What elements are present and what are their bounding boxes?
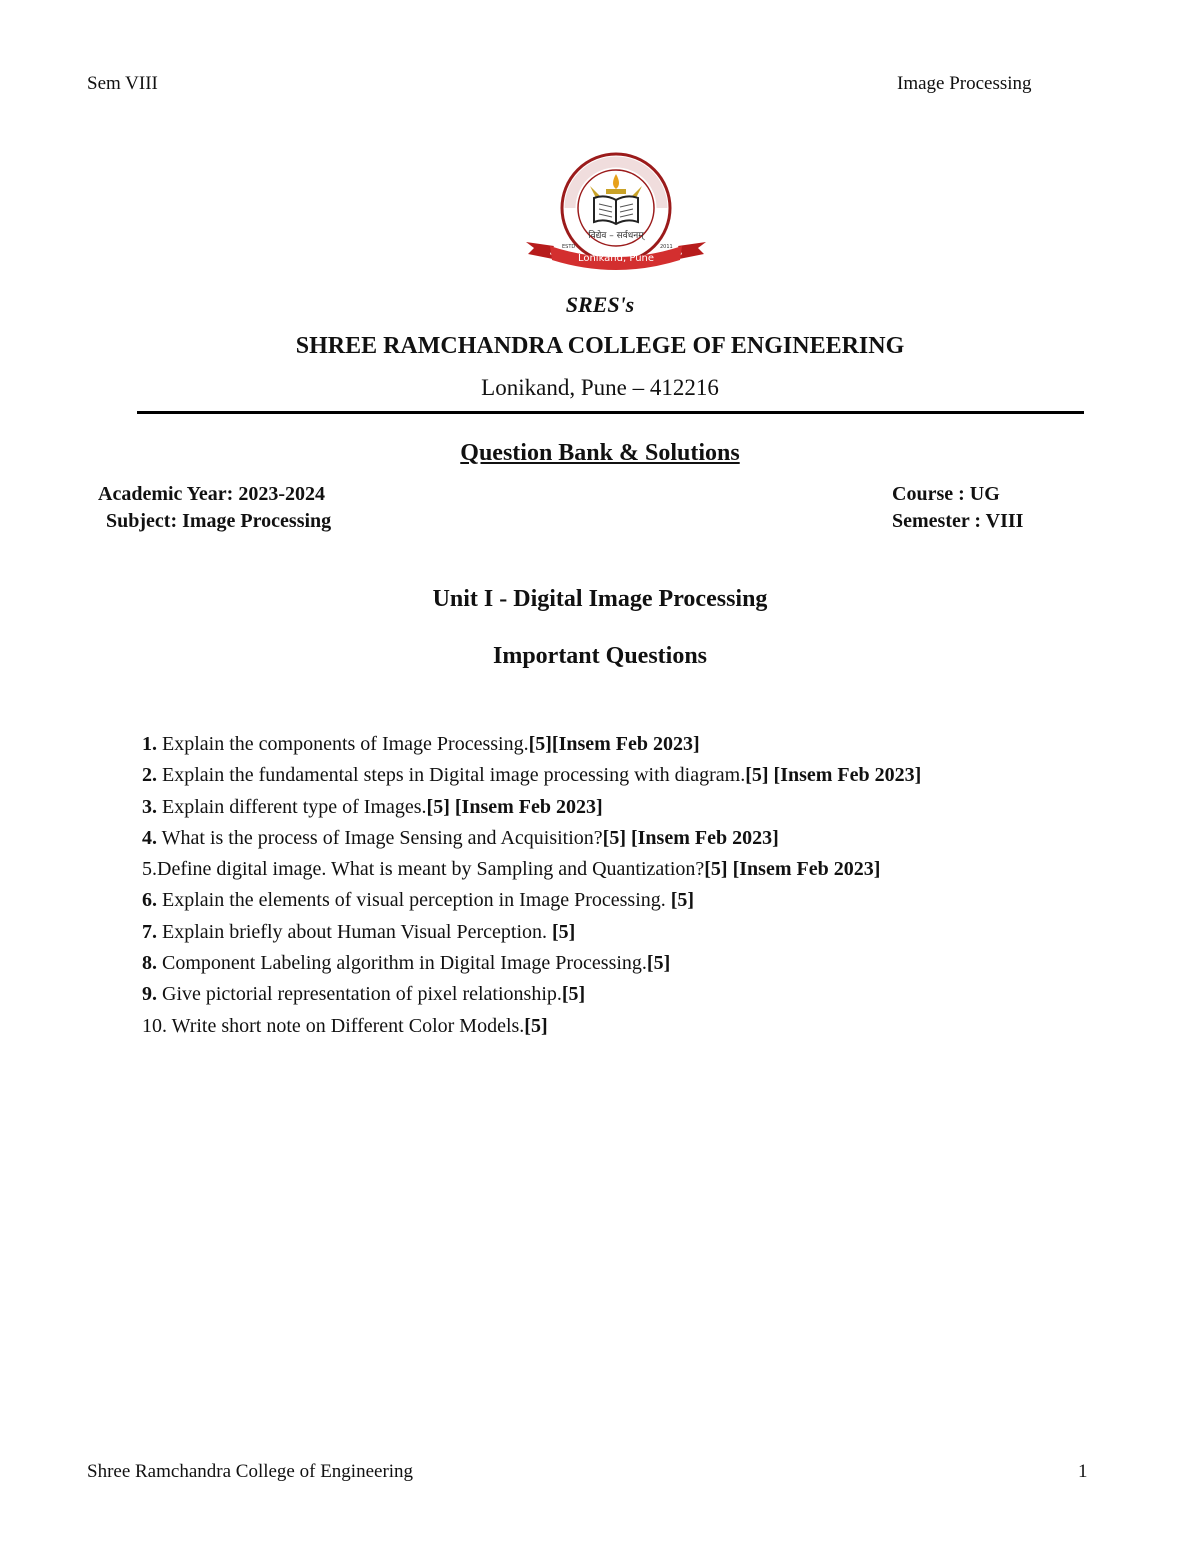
question-text: What is the process of Image Sensing and Acquisition? — [161, 826, 603, 849]
question-text: Write short note on Different Color Models. — [171, 1014, 525, 1037]
header-left: Sem VIII — [87, 73, 158, 94]
list-item — [142, 854, 921, 885]
question-text: Component Labeling algorithm in Digital Image Processing. — [162, 952, 647, 975]
list-item — [142, 729, 921, 760]
question-marks: [5] — [646, 952, 671, 975]
question-number: 7. — [142, 920, 157, 943]
doc-title: Question Bank & Solutions — [460, 440, 740, 466]
logo-year: 2011 — [660, 244, 673, 250]
question-tag: [Insem Feb 2023] — [732, 858, 881, 881]
question-list — [142, 729, 921, 1042]
question-text: Explain the fundamental steps in Digital image processing with diagram. — [162, 764, 746, 787]
list-item — [142, 917, 921, 948]
list-item — [142, 979, 921, 1010]
question-marks: [5] — [602, 826, 626, 849]
question-tag: [Insem Feb 2023] — [773, 764, 922, 787]
question-number: 5. — [142, 858, 157, 881]
institute-address: Lonikand, Pune – 412216 — [481, 375, 719, 400]
question-number: 3. — [142, 795, 157, 818]
logo-estd: ESTD — [562, 244, 576, 250]
question-text: Explain briefly about Human Visual Perception. — [162, 920, 548, 943]
question-number: 1. — [142, 733, 157, 755]
list-item — [142, 948, 921, 979]
question-number: 8. — [142, 952, 157, 975]
list-item — [142, 823, 921, 854]
horizontal-rule — [137, 411, 1084, 414]
logo-motto: विद्येव – सर्वधनम् — [588, 231, 644, 241]
question-number: 10. — [142, 1014, 167, 1037]
list-item — [142, 792, 921, 823]
page-number: 1 — [1078, 1461, 1088, 1482]
question-number: 9. — [142, 983, 157, 1006]
question-text: Explain the components of Image Processing. — [162, 733, 529, 755]
question-marks: [5] — [561, 983, 586, 1006]
question-number: 6. — [142, 889, 157, 912]
question-number: 4. — [142, 826, 157, 849]
section-title: Important Questions — [492, 643, 708, 669]
footer-left: Shree Ramchandra College of Engineering — [87, 1461, 414, 1482]
college-logo — [520, 150, 712, 272]
question-marks: [5] — [426, 795, 450, 818]
course: Course : UG — [892, 483, 1000, 505]
institute-name: SHREE RAMCHANDRA COLLEGE OF ENGINEERING — [295, 333, 905, 359]
question-marks: [5] — [552, 920, 576, 943]
question-marks: [5] — [524, 1014, 548, 1037]
unit-title: Unit I - Digital Image Processing — [432, 586, 768, 612]
logo-ribbon: Lonikand, Pune — [577, 253, 655, 264]
header-right: Image Processing — [897, 73, 1032, 94]
question-tag: [Insem Feb 2023] — [551, 733, 700, 755]
question-number: 2. — [142, 764, 157, 787]
subject: Subject: Image Processing — [106, 510, 332, 532]
list-item — [142, 760, 921, 791]
question-text: Define digital image. What is meant by Sampling and Quantization? — [157, 858, 705, 881]
question-text: Give pictorial representation of pixel relationship. — [162, 983, 562, 1006]
question-marks: [5] — [704, 858, 728, 881]
question-text: Explain different type of Images. — [162, 795, 427, 818]
question-tag: [Insem Feb 2023] — [630, 826, 779, 849]
academic-year: Academic Year: 2023-2024 — [98, 483, 325, 505]
question-tag: [Insem Feb 2023] — [454, 795, 603, 818]
question-marks: [5] — [745, 764, 769, 787]
list-item — [142, 885, 921, 916]
semester: Semester : VIII — [892, 510, 1024, 532]
question-marks: [5] — [670, 889, 695, 912]
question-text: Explain the elements of visual perception in Image Processing. — [162, 889, 666, 912]
question-marks: [5] — [528, 733, 552, 755]
institute-prefix: SRES's — [565, 292, 635, 317]
list-item — [142, 1011, 921, 1042]
